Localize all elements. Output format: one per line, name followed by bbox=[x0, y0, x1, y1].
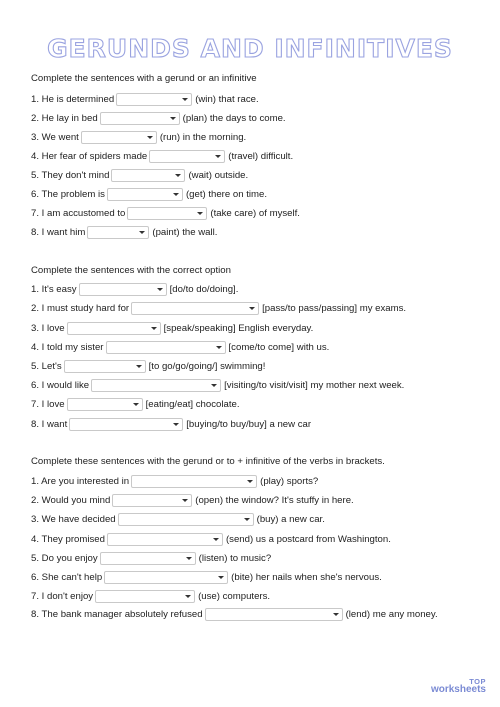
sentence-end: (paint) the wall. bbox=[152, 226, 218, 238]
chevron-down-icon bbox=[216, 346, 222, 349]
chevron-down-icon bbox=[185, 595, 191, 598]
section-3-instruction: Complete these sentences with the gerund or to + infinitive of the verbs in brackets. bbox=[31, 456, 385, 467]
exercise-row bbox=[31, 186, 267, 202]
chevron-down-icon bbox=[218, 576, 224, 579]
answer-dropdown[interactable] bbox=[95, 590, 195, 603]
sentence-start: 3. We went bbox=[31, 131, 79, 143]
sentence-end: (plan) the days to come. bbox=[182, 112, 286, 124]
sentence-start: 8. I want bbox=[31, 418, 68, 430]
section-2-instruction: Complete the sentences with the correct option bbox=[31, 265, 231, 276]
chevron-down-icon bbox=[133, 403, 139, 406]
chevron-down-icon bbox=[333, 613, 339, 616]
sentence-end: (bite) her nails when she's nervous. bbox=[231, 571, 382, 583]
sentence-end: (use) computers. bbox=[198, 590, 271, 602]
chevron-down-icon bbox=[175, 174, 181, 177]
sentence-start: 5. They don't mind bbox=[31, 169, 110, 181]
sentence-end: (take care) of myself. bbox=[210, 207, 300, 219]
chevron-down-icon bbox=[173, 423, 179, 426]
exercise-row bbox=[31, 224, 217, 240]
sentence-end: [speak/speaking] English everyday. bbox=[163, 322, 314, 334]
sentence-end: [pass/to pass/passing] my exams. bbox=[262, 302, 407, 314]
sentence-end: [visiting/to visit/visit] my mother next week. bbox=[224, 379, 405, 391]
answer-dropdown[interactable] bbox=[69, 418, 183, 431]
exercise-row bbox=[31, 339, 329, 355]
logo-top: TOP bbox=[469, 676, 486, 686]
sentence-start: 4. Her fear of spiders made bbox=[31, 150, 148, 162]
exercise-row bbox=[31, 511, 325, 527]
sentence-start: 2. He lay in bed bbox=[31, 112, 98, 124]
worksheet-title: GERUNDS AND INFINITIVES bbox=[47, 34, 453, 63]
chevron-down-icon bbox=[157, 288, 163, 291]
answer-dropdown[interactable] bbox=[131, 475, 257, 488]
answer-dropdown[interactable] bbox=[149, 150, 225, 163]
sentence-end: (travel) difficult. bbox=[228, 150, 294, 162]
sentence-end: (buy) a new car. bbox=[256, 513, 325, 525]
exercise-row bbox=[31, 110, 286, 126]
sentence-start: 6. She can't help bbox=[31, 571, 103, 583]
answer-dropdown[interactable] bbox=[116, 93, 192, 106]
sentence-start: 1. He is determined bbox=[31, 93, 115, 105]
chevron-down-icon bbox=[170, 117, 176, 120]
exercise-row bbox=[31, 492, 354, 508]
exercise-row bbox=[31, 606, 438, 622]
exercise-row bbox=[31, 569, 382, 585]
exercise-row bbox=[31, 416, 311, 432]
answer-dropdown[interactable] bbox=[107, 188, 183, 201]
sentence-start: 5. Do you enjoy bbox=[31, 552, 98, 564]
chevron-down-icon bbox=[186, 557, 192, 560]
chevron-down-icon bbox=[249, 307, 255, 310]
answer-dropdown[interactable] bbox=[67, 322, 161, 335]
sentence-end: (get) there on time. bbox=[185, 188, 268, 200]
sentence-end: [come/to come] with us. bbox=[228, 341, 330, 353]
sentence-end: (run) in the morning. bbox=[159, 131, 247, 143]
exercise-row bbox=[31, 473, 318, 489]
chevron-down-icon bbox=[211, 384, 217, 387]
exercise-row bbox=[31, 377, 404, 393]
exercise-row bbox=[31, 550, 271, 566]
sentence-end: (listen) to music? bbox=[198, 552, 272, 564]
answer-dropdown[interactable] bbox=[107, 533, 223, 546]
chevron-down-icon bbox=[213, 538, 219, 541]
topworksheets-logo bbox=[431, 678, 486, 696]
sentence-start: 6. I would like bbox=[31, 379, 90, 391]
exercise-row bbox=[31, 167, 248, 183]
chevron-down-icon bbox=[147, 136, 153, 139]
answer-dropdown[interactable] bbox=[118, 513, 254, 526]
sentence-start: 1. Are you interested in bbox=[31, 475, 130, 487]
exercise-row bbox=[31, 320, 313, 336]
sentence-start: 4. I told my sister bbox=[31, 341, 104, 353]
exercise-row bbox=[31, 148, 293, 164]
sentence-start: 2. Would you mind bbox=[31, 494, 111, 506]
logo-worksheets: worksheets bbox=[430, 684, 486, 695]
exercise-row bbox=[31, 281, 238, 297]
chevron-down-icon bbox=[139, 231, 145, 234]
sentence-start: 3. I love bbox=[31, 322, 65, 334]
section-1-instruction: Complete the sentences with a gerund or an infinitive bbox=[31, 73, 257, 84]
answer-dropdown[interactable] bbox=[100, 552, 196, 565]
sentence-end: [buying/to buy/buy] a new car bbox=[186, 418, 312, 430]
chevron-down-icon bbox=[173, 193, 179, 196]
exercise-row bbox=[31, 91, 259, 107]
exercise-row bbox=[31, 300, 406, 316]
chevron-down-icon bbox=[247, 480, 253, 483]
answer-dropdown[interactable] bbox=[205, 608, 343, 621]
answer-dropdown[interactable] bbox=[127, 207, 207, 220]
sentence-start: 6. The problem is bbox=[31, 188, 105, 200]
answer-dropdown[interactable] bbox=[67, 398, 143, 411]
answer-dropdown[interactable] bbox=[111, 169, 185, 182]
chevron-down-icon bbox=[182, 499, 188, 502]
exercise-row bbox=[31, 396, 239, 412]
answer-dropdown[interactable] bbox=[64, 360, 146, 373]
sentence-end: [to go/go/going/] swimming! bbox=[148, 360, 266, 372]
sentence-end: (play) sports? bbox=[260, 475, 319, 487]
sentence-start: 2. I must study hard for bbox=[31, 302, 130, 314]
answer-dropdown[interactable] bbox=[79, 283, 167, 296]
sentence-start: 8. The bank manager absolutely refused bbox=[31, 608, 203, 620]
chevron-down-icon bbox=[215, 155, 221, 158]
answer-dropdown[interactable] bbox=[91, 379, 221, 392]
sentence-end: (wait) outside. bbox=[188, 169, 249, 181]
answer-dropdown[interactable] bbox=[112, 494, 192, 507]
exercise-row bbox=[31, 588, 270, 604]
sentence-start: 7. I love bbox=[31, 398, 65, 410]
answer-dropdown[interactable] bbox=[104, 571, 228, 584]
answer-dropdown[interactable] bbox=[131, 302, 259, 315]
exercise-row bbox=[31, 531, 391, 547]
sentence-end: [eating/eat] chocolate. bbox=[145, 398, 240, 410]
answer-dropdown[interactable] bbox=[87, 226, 149, 239]
sentence-start: 8. I want him bbox=[31, 226, 86, 238]
sentence-start: 7. I don't enjoy bbox=[31, 590, 94, 602]
answer-dropdown[interactable] bbox=[81, 131, 157, 144]
sentence-start: 7. I am accustomed to bbox=[31, 207, 126, 219]
sentence-start: 1. It's easy bbox=[31, 283, 77, 295]
answer-dropdown[interactable] bbox=[106, 341, 226, 354]
exercise-row bbox=[31, 205, 300, 221]
sentence-end: [do/to do/doing]. bbox=[169, 283, 239, 295]
exercise-row bbox=[31, 129, 246, 145]
chevron-down-icon bbox=[136, 365, 142, 368]
exercise-row bbox=[31, 358, 265, 374]
chevron-down-icon bbox=[197, 212, 203, 215]
sentence-start: 3. We have decided bbox=[31, 513, 116, 525]
chevron-down-icon bbox=[182, 98, 188, 101]
sentence-end: (open) the window? It's stuffy in here. bbox=[195, 494, 354, 506]
answer-dropdown[interactable] bbox=[100, 112, 180, 125]
chevron-down-icon bbox=[244, 518, 250, 521]
sentence-end: (lend) me any money. bbox=[345, 608, 438, 620]
sentence-end: (win) that race. bbox=[195, 93, 259, 105]
chevron-down-icon bbox=[151, 327, 157, 330]
sentence-start: 5. Let's bbox=[31, 360, 62, 372]
sentence-start: 4. They promised bbox=[31, 533, 105, 545]
sentence-end: (send) us a postcard from Washington. bbox=[225, 533, 391, 545]
